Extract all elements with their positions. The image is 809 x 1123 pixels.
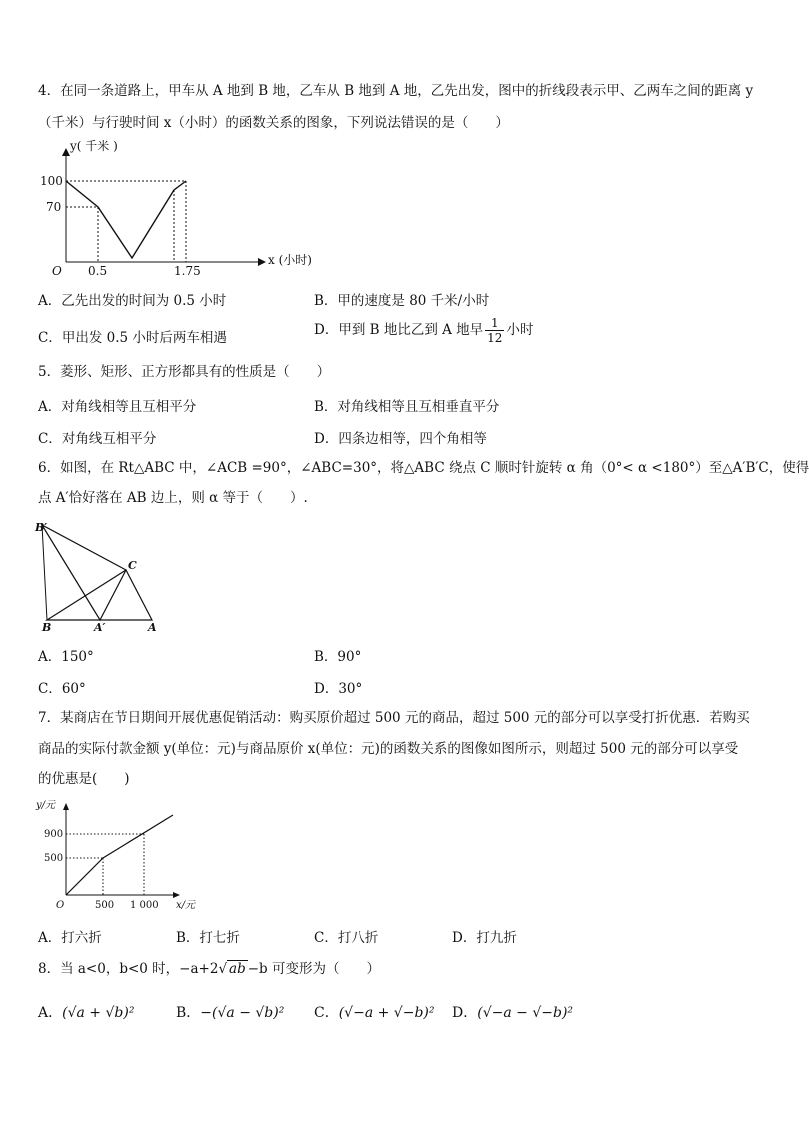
q7-y-arrow <box>63 803 69 810</box>
q7-stem-line3: 的优惠是( ) <box>38 771 130 787</box>
q7-x-label: x/元 <box>176 900 196 911</box>
q7-option-a: A．打六折 <box>38 930 102 946</box>
q8-stem: 8．当 a<0，b<0 时，−a+2√ ab −b 可变形为（ ） <box>38 961 380 977</box>
q4-option-d <box>314 316 533 345</box>
q7-option-b: B．打七折 <box>176 930 240 946</box>
q8-option-d-letter: D． <box>452 1005 478 1021</box>
q6-triangle-figure <box>30 515 170 633</box>
q5-option-b: B．对角线相等且互相垂直平分 <box>314 399 500 415</box>
q8-stem-pre: 8．当 a<0，b<0 时，−a+2 <box>38 961 219 977</box>
q5-option-d: D．四条边相等，四个角相等 <box>314 431 487 447</box>
q4-option-c: C．甲出发 0.5 小时后两车相遇 <box>38 330 227 346</box>
q4-x-arrow <box>258 258 266 266</box>
q4-origin: O <box>52 264 62 278</box>
q7-y-tick-500: 500 <box>44 853 64 864</box>
q7-polyline <box>66 815 173 895</box>
q4-stem-line1: 4．在同一条道路上，甲车从 A 地到 B 地，乙车从 B 地到 A 地，乙先出发，图中的折线段表示甲、乙两车之间的距离 y <box>38 83 754 99</box>
q6-stem-line1: 6．如图，在 Rt△ABC 中，∠ACB =90°，∠ABC=30°，将△ABC 绕点 C 顺时针旋转 α 角（0°< α <180°）至△A′B′C，使得 <box>38 460 809 476</box>
q4-option-d-unit: 小时 <box>506 322 534 338</box>
q6-label-a: A <box>148 621 157 634</box>
q8-option-c-letter: C． <box>314 1005 339 1021</box>
q6-triangle-abc-rotated <box>42 525 126 620</box>
q8-stem-radicand: ab <box>229 961 246 977</box>
q6-triangle-abc <box>47 570 152 620</box>
q7-y-label: y/元 <box>36 800 56 811</box>
q4-distance-graph <box>40 139 312 280</box>
q7-stem-line2: 商品的实际付款金额 y(单位：元)与商品原价 x(单位：元)的函数关系的图像如图所示，则超过 500 元的部分可以享受 <box>38 741 739 757</box>
q6-option-d: D．30° <box>314 681 363 697</box>
q5-option-a: A．对角线相等且互相平分 <box>38 399 197 415</box>
q4-stem-line2: （千米）与行驶时间 x（小时）的函数关系的图象，下列说法错误的是（ ） <box>38 115 509 131</box>
q5-option-c: C．对角线互相平分 <box>38 431 157 447</box>
q4-frac-den: 12 <box>487 331 503 345</box>
q7-y-tick-900: 900 <box>44 829 64 840</box>
q8-option-b-expr: −(√a − √b)² <box>200 1005 285 1021</box>
q8-option-d-expr: (√−a − √−b)² <box>477 1005 574 1021</box>
q5-stem: 5．菱形、矩形、正方形都具有的性质是（ ） <box>38 364 331 380</box>
q6-segment-bbprime <box>42 525 47 620</box>
q8-stem-post: −b 可变形为（ ） <box>247 961 380 977</box>
q4-polyline <box>66 181 186 258</box>
q7-x-tick-500: 500 <box>95 900 115 911</box>
q7-x-tick-1000: 1 000 <box>130 900 159 911</box>
q6-stem-line2: 点 A′恰好落在 AB 边上，则 α 等于（ ）. <box>38 490 308 506</box>
q7-stem-line1: 7．某商店在节日期间开展优惠促销活动：购买原价超过 500 元的商品，超过 500 元的部分可以享受打折优惠．若购买 <box>38 710 750 726</box>
q8-option-b-letter: B． <box>176 1005 201 1021</box>
q4-x-tick-05: 0.5 <box>88 264 108 278</box>
q6-option-c: C．60° <box>38 681 86 697</box>
q7-option-d: D．打九折 <box>452 930 517 946</box>
q7-x-arrow <box>173 892 180 898</box>
q6-label-b: B <box>42 621 52 634</box>
q7-option-c: C．打八折 <box>314 930 379 946</box>
q4-option-b: B．甲的速度是 80 千米/小时 <box>314 293 490 309</box>
q4-option-d-fraction <box>485 316 504 345</box>
q4-x-tick-175: 1.75 <box>174 264 201 278</box>
q8-option-d <box>452 1002 573 1022</box>
q4-option-a: A．乙先出发的时间为 0.5 小时 <box>38 293 227 309</box>
q6-option-a: A．150° <box>38 649 94 665</box>
q7-origin: O <box>56 900 65 911</box>
q6-label-aprime: A′ <box>94 621 106 634</box>
q8-option-c <box>314 1002 435 1022</box>
q8-option-c-expr: (√−a + √−b)² <box>338 1005 435 1021</box>
q7-payment-graph <box>36 798 216 916</box>
q8-option-a-letter: A． <box>38 1005 63 1021</box>
q6-label-c: C <box>128 559 137 572</box>
q6-label-bprime: B′ <box>35 521 48 534</box>
q6-option-b: B．90° <box>314 649 362 665</box>
q4-option-d-text: D．甲到 B 地比乙到 A 地早 <box>314 322 484 338</box>
q4-y-arrow <box>62 148 70 156</box>
q4-y-tick-100: 100 <box>40 174 63 188</box>
q4-y-tick-70: 70 <box>46 200 62 214</box>
q4-y-label: y( 千米 ) <box>70 139 118 153</box>
q8-option-a-expr: (√a + √b)² <box>62 1005 135 1021</box>
q4-x-label: x (小时) <box>268 253 312 267</box>
q4-frac-num: 1 <box>485 316 504 331</box>
q8-option-a <box>38 1002 134 1022</box>
q8-option-b <box>176 1002 284 1022</box>
